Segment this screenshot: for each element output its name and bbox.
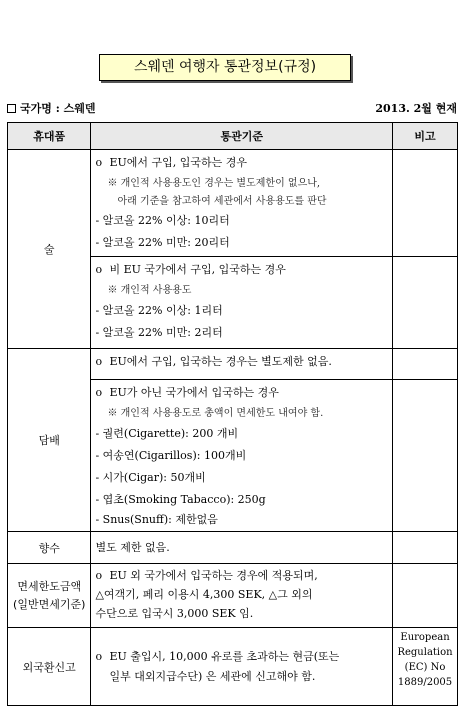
criteria-alcohol-non-eu bbox=[91, 257, 393, 349]
note-cell bbox=[393, 349, 458, 380]
document-title: 스웨덴 여행자 통관정보(규정) bbox=[99, 54, 351, 81]
criteria-line: - 궐련(Cigarette): 200 개비 bbox=[95, 427, 239, 440]
criteria-line: - 여송연(Cigarillos): 100개비 bbox=[95, 449, 247, 462]
country-label: 국가명 : 스웨덴 bbox=[20, 102, 96, 115]
table-header-row bbox=[8, 123, 458, 150]
note-line: European bbox=[400, 632, 450, 643]
criteria-line: - 시가(Cigar): 50개비 bbox=[95, 471, 206, 484]
checkbox-square-icon bbox=[7, 104, 16, 113]
table-row bbox=[8, 349, 458, 380]
item-label-line: (일반면세기준) bbox=[13, 597, 86, 611]
note-currency bbox=[393, 628, 458, 706]
criteria-note: ※ 개인적 사용용도로 총액이 면세한도 내여야 함. bbox=[107, 408, 324, 419]
criteria-tobacco-non-eu bbox=[91, 380, 393, 532]
header-criteria: 통관기준 bbox=[91, 123, 393, 150]
criteria-line: - 알코올 22% 이상: 1리터 bbox=[95, 304, 223, 317]
customs-table bbox=[7, 122, 458, 706]
criteria-currency bbox=[91, 628, 393, 706]
bullet-icon: o bbox=[95, 156, 103, 169]
note-line: Regulation bbox=[397, 647, 453, 658]
criteria-line: - Snus(Snuff): 제한없음 bbox=[95, 513, 218, 526]
country-line bbox=[7, 100, 457, 118]
note-cell bbox=[393, 380, 458, 532]
note-line: 1889/2005 bbox=[397, 677, 453, 688]
table-row bbox=[8, 150, 458, 257]
criteria-line: 일부 대외지급수단) 은 세관에 신고해야 함. bbox=[109, 669, 316, 683]
criteria-duty-free bbox=[91, 564, 393, 628]
table-row bbox=[8, 564, 458, 628]
criteria-heading: EU가 아닌 국가에서 입국하는 경우 bbox=[109, 386, 279, 399]
bullet-icon: o bbox=[95, 649, 103, 663]
criteria-line: EU 외 국가에서 입국하는 경우에 적용되며, bbox=[109, 569, 318, 582]
criteria-line: △여객기, 페리 이용시 4,300 SEK, △그 외의 bbox=[95, 588, 313, 601]
criteria-note: 아래 기준을 참고하여 세관에서 사용용도를 판단 bbox=[117, 196, 327, 207]
note-cell bbox=[393, 150, 458, 257]
item-currency: 외국환신고 bbox=[8, 628, 91, 706]
criteria-tobacco-eu bbox=[91, 349, 393, 380]
table-row bbox=[8, 628, 458, 706]
criteria-line: - 엽초(Smoking Tabacco): 250g bbox=[95, 493, 266, 506]
criteria-line: - 알코올 22% 미만: 2리터 bbox=[95, 326, 223, 339]
criteria-alcohol-eu bbox=[91, 150, 393, 257]
note-line: (EC) No bbox=[404, 662, 446, 673]
criteria-heading: EU에서 구입, 입국하는 경우 bbox=[109, 156, 247, 169]
note-cell bbox=[393, 564, 458, 628]
table-row bbox=[8, 532, 458, 564]
criteria-line: - 알코올 22% 미만: 20리터 bbox=[95, 236, 230, 249]
bullet-icon: o bbox=[95, 569, 103, 582]
as-of-date: 2013. 2월 현재 bbox=[375, 102, 457, 115]
item-perfume: 향수 bbox=[8, 532, 91, 564]
note-cell bbox=[393, 257, 458, 349]
header-note: 비고 bbox=[393, 123, 458, 150]
item-alcohol: 술 bbox=[8, 150, 91, 349]
criteria-line: 별도 제한 없음. bbox=[95, 540, 170, 554]
item-duty-free bbox=[8, 564, 91, 628]
criteria-note: ※ 개인적 사용용도 bbox=[107, 285, 192, 296]
bullet-icon: o bbox=[95, 355, 103, 368]
criteria-heading: 비 EU 국가에서 구입, 입국하는 경우 bbox=[109, 263, 286, 276]
criteria-line: - 알코올 22% 이상: 10리터 bbox=[95, 214, 230, 227]
criteria-line: EU 출입시, 10,000 유로를 초과하는 현금(또는 bbox=[109, 649, 340, 663]
criteria-heading: EU에서 구입, 입국하는 경우는 별도제한 없음. bbox=[109, 355, 332, 368]
header-item: 휴대품 bbox=[8, 123, 91, 150]
item-label-line: 면세한도금액 bbox=[17, 579, 82, 593]
criteria-perfume bbox=[91, 532, 393, 564]
bullet-icon: o bbox=[95, 263, 103, 276]
bullet-icon: o bbox=[95, 386, 103, 399]
criteria-line: 수단으로 입국시 3,000 SEK 임. bbox=[95, 607, 254, 620]
country-name bbox=[7, 100, 95, 116]
item-tobacco: 담배 bbox=[8, 349, 91, 532]
note-cell bbox=[393, 532, 458, 564]
criteria-note: ※ 개인적 사용용도인 경우는 별도제한이 없으나, bbox=[107, 178, 321, 189]
